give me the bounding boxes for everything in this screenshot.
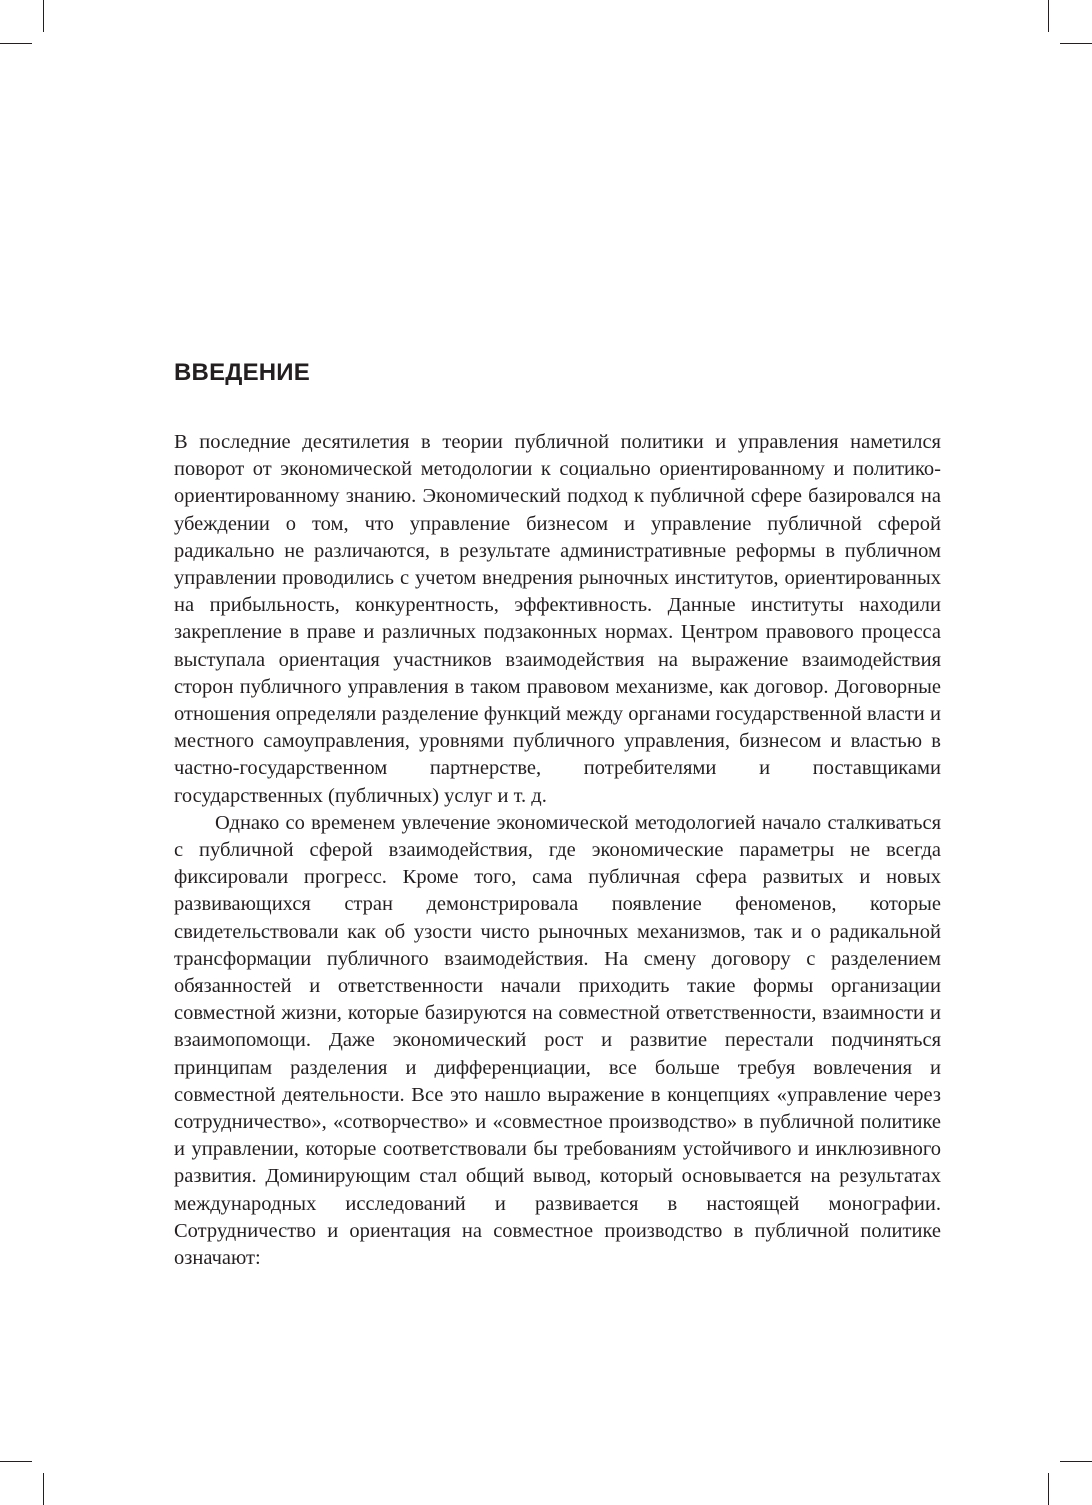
crop-mark-bottom-left-vertical	[43, 1473, 44, 1505]
chapter-title: ВВЕДЕНИЕ	[174, 359, 310, 386]
crop-mark-bottom-right-horizontal	[1060, 1461, 1092, 1462]
paragraph-1: В последние десятилетия в теории публичной политики и управления наметился поворот от экономической методологии к социально ориентированному и политико-ориентированному знанию. Экономический подход к публичной сфере базировался на убеждении о том, что управление бизнесом и управление публичной сферой радикально не различаются, в результате административные реформы в публичном управлении проводились с учетом внедрения рыночных институтов, ориентированных на прибыльность, конкурентность, эффективность. Данные институты находили закрепление в праве и различных подзаконных нормах. Центром правового процесса выступала ориентация участников взаимодействия на выражение взаимодействия сторон публичного управления в таком правовом механизме, как договор. Договорные отношения определяли разделение функций между органами государственной власти и местного самоуправления, уровнями публичного управления, бизнесом и властью в частно-государственном партнерстве, потребителями и поставщиками государственных (публичных) услуг и т. д.	[174, 431, 941, 807]
crop-mark-top-left-vertical	[43, 0, 44, 32]
crop-mark-top-right-vertical	[1048, 0, 1049, 32]
crop-mark-top-right-horizontal	[1060, 43, 1092, 44]
paragraph-2: Однако со временем увлечение экономической методологией начало сталкиваться с публичной сферой взаимодействия, где экономические параметры не всегда фиксировали прогресс. Кроме того, сама публичная сфера развитых и новых развивающихся стран демонстрировала появление феноменов, которые свидетельствовали как об узости чисто рыночных механизмов, так и о радикальной трансформации публичного взаимодействия. На смену договору с разделением обязанностей и ответственности начали приходить такие формы организации совместной жизни, которые базируются на совместной ответственности, взаимности и взаимопомощи. Даже экономический рост и развитие перестали подчиняться принципам разделения и дифференциации, все больше требуя вовлечения и совместной деятельности. Все это нашло выражение в концепциях «управление через сотрудничество», «сотворчество» и «совместное производство» в публичной политике и управлении, которые соответствовали бы требованиям устойчивого и инклюзивного развития. Доминирующим стал общий вывод, который основывается на результатах международных исследований и развивается в настоящей монографии. Сотрудничество и ориентация на совместное производство в публичной политике означают:	[174, 811, 941, 1270]
crop-mark-top-left-horizontal	[0, 43, 32, 44]
crop-mark-bottom-left-horizontal	[0, 1461, 32, 1462]
page-content	[174, 357, 941, 1272]
crop-mark-bottom-right-vertical	[1048, 1473, 1049, 1505]
